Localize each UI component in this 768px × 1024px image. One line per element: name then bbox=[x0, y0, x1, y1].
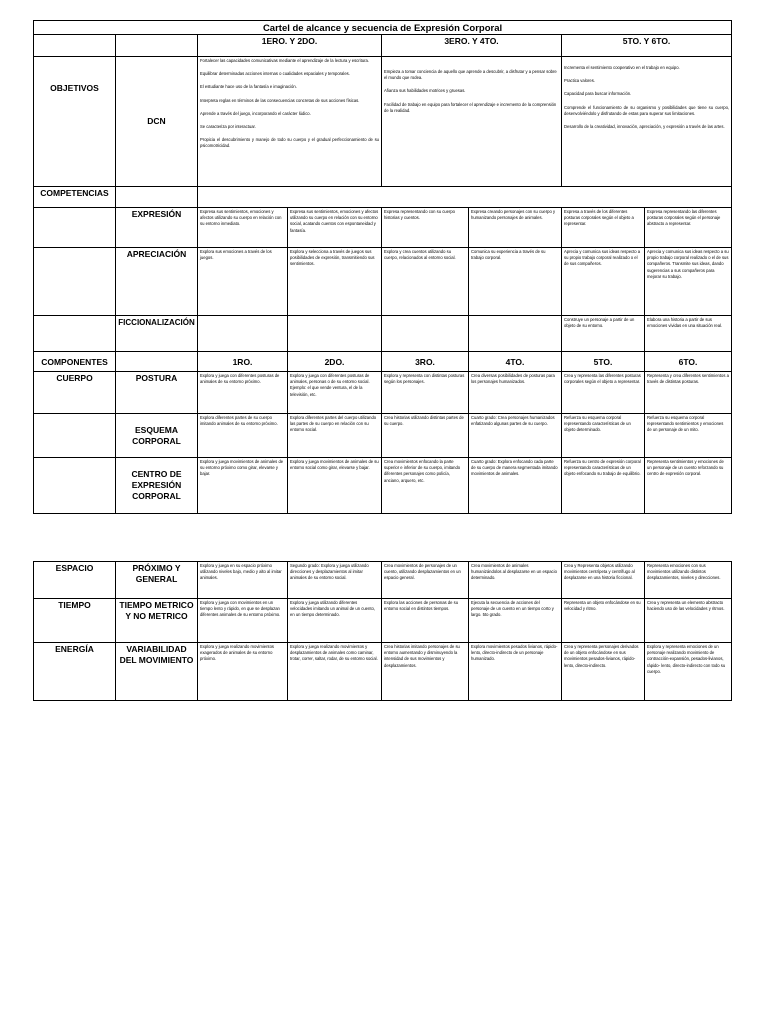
grade-header: 5TO. bbox=[562, 352, 645, 372]
table-cell: Comunica su experiencia a través de su trabajo corporal. bbox=[469, 248, 562, 316]
table-cell: Expresa a través de los diferentes posturas corporales según el objeto a representar. bbox=[562, 208, 645, 248]
row-label-cuerpo: CUERPO bbox=[34, 372, 116, 414]
scope-sequence-table bbox=[33, 20, 732, 514]
table-cell: Explora y juega con diferentes posturas de animales de su entorno próximo. bbox=[198, 372, 288, 414]
table-cell: Explora y selecciona a través de juegos sus posibilidades de expresión, transmitiendo sus sentimientos. bbox=[288, 248, 382, 316]
table-cell: Explora y juega realizando movimientos y desplazamientos de animales como caminar, trotar, correr, saltar, rodar, de su entorno social. bbox=[288, 643, 382, 701]
objectives-cell-5-6 bbox=[562, 57, 732, 187]
table-cell: Construye un personaje a partir de un objeto de su entorno. bbox=[562, 316, 645, 352]
table-cell: Crea y Representa objetos utilizando movimientos centrípeta y centrífugo al desplazarse en una historia ficcional. bbox=[562, 562, 645, 599]
objective-item: Aprende a través del juego, incorporando el carácter lúdico. bbox=[200, 110, 311, 116]
table-cell: Representa un objeto enfocándose en su velocidad y ritmo. bbox=[562, 599, 645, 643]
empty-cell bbox=[34, 414, 116, 458]
objective-item: Se caracteriza por interactuar. bbox=[200, 124, 256, 130]
empty-header-cell bbox=[116, 35, 198, 57]
table-cell: Explora diferentes partes de su cuerpo imitando animales de su entorno próximo. bbox=[198, 414, 288, 458]
objectives-cell-3-4 bbox=[382, 57, 562, 187]
row-label-competencias: COMPETENCIAS bbox=[34, 187, 116, 208]
table-cell: Explora movimientos pesados livianos, rápido- lento, directo-indirecto de un personaje humanizado. bbox=[469, 643, 562, 701]
row-label-tiempo: TIEMPO bbox=[34, 599, 116, 643]
empty-cell bbox=[116, 187, 198, 208]
table-cell: Explora y juega realizando movimientos exagerados de animales de su entorno próximo. bbox=[198, 643, 288, 701]
grade-header: 3RO. bbox=[382, 352, 469, 372]
table-cell: Explora y juega utilizando diferentes velocidades imitando un animal de un cuento, en un tiempo determinado. bbox=[288, 599, 382, 643]
table-cell: Crea y representa personajes derivados de un objeto enfocándose en sus movimientos pesados-livianos, rápido- lento, directo-indirecto. bbox=[562, 643, 645, 701]
table-cell bbox=[288, 316, 382, 352]
objective-item: Afianza sus habilidades motrices y gruesas. bbox=[384, 88, 466, 94]
table-cell: Aprecia y comunica sus ideas respecto a su propio trabajo corporal realizado o el de sus compañeros. Transmite sus ideas, dando sugerencias a sus compañeros para mejorar su trabajo. bbox=[645, 248, 732, 316]
grade-group-header: 3ERO. Y 4TO. bbox=[382, 35, 562, 57]
table-cell: Cuarto grado: Explora enfocando cada parte de su cuerpo de manera segmentada imitando movimientos de animales. bbox=[469, 458, 562, 514]
table-cell: Expresa sus sentimientos, emociones y afectos utilizando su cuerpo en relación con su entorno social, acatando cuentos con espontaneidad y fantasía. bbox=[288, 208, 382, 248]
table-cell: Explora y juega en su espacio próximo utilizando niveles bajo, medio y alto al imitar animales. bbox=[198, 562, 288, 599]
table-cell: Ejecuta la secuencia de acciones del personaje de un cuento en un tiempo corto y largo. 5to grado. bbox=[469, 599, 562, 643]
component-name: ESQUEMA CORPORAL bbox=[116, 414, 198, 458]
objective-item: Equilibrar determinadas acciones internas o cualidades espaciales y temporales. bbox=[200, 71, 350, 77]
table-cell: Crea diversas posibilidades de posturas para los personajes humanizados. bbox=[469, 372, 562, 414]
table-cell: Explora y crea cuentos utilizando su cuerpo, relacionados al entorno social. bbox=[382, 248, 469, 316]
table-cell: Explora las acciones de personas de su entorno social en distintos tiempos. bbox=[382, 599, 469, 643]
row-label-objetivos: OBJETIVOS bbox=[34, 57, 116, 187]
empty-cell bbox=[198, 187, 732, 208]
table-cell: Crea y representa las diferentes posturas corporales según el objeto a representar. bbox=[562, 372, 645, 414]
table-cell: Explora y representa con distintas posturas según los personajes. bbox=[382, 372, 469, 414]
table-cell: Representa emociones con sus movimientos utilizando distintos desplazamientos, niveles y direcciones. bbox=[645, 562, 732, 599]
objective-item: Capacidad para buscar información. bbox=[564, 91, 632, 97]
table-cell: Explora y juega movimientos de animales de su entorno social como girar, elevarse y bajar. bbox=[288, 458, 382, 514]
objective-item: Propicia el descubrimiento y manejo de todo su cuerpo y el gradual perfeccionamiento de su psicomotricidad. bbox=[200, 137, 379, 149]
objective-item: Fortalecer las capacidades comunicativas mediante el aprendizaje de la lectura y escritura. bbox=[200, 58, 369, 63]
table-cell: Elabora una historia a partir de sus emociones vividas en una situación real. bbox=[645, 316, 732, 352]
objective-item: Empieza a tomar conciencia de aquello que aprende a descubrir, a disfrutar y a pensar sobre el mundo que rodea. bbox=[384, 69, 557, 81]
table-cell: Expresa representando las diferentes posturas corporales según el personaje abstracto a representar. bbox=[645, 208, 732, 248]
table-cell: Crea movimientos de animales humanizándolos al desplazarse en un espacio determinado. bbox=[469, 562, 562, 599]
grade-group-header: 5TO. Y 6TO. bbox=[562, 35, 732, 57]
table-cell: Refuerza su esquema corporal representando características de un objeto determinado. bbox=[562, 414, 645, 458]
scope-sequence-table-continued bbox=[33, 561, 732, 701]
empty-cell bbox=[34, 316, 116, 352]
empty-cell bbox=[34, 248, 116, 316]
objective-item: Interpreta reglas en términos de las consecuencias concretas de sus acciones físicas. bbox=[200, 97, 360, 103]
table-cell: Segundo grado: Explora y juega utilizando direcciones y desplazamientos al imitar animales de su entorno social. bbox=[288, 562, 382, 599]
competence-name: APRECIACIÓN bbox=[116, 248, 198, 316]
table-cell: Explora diferentes partes del cuerpo utilizando las partes de su cuerpo en relación con su entorno social. bbox=[288, 414, 382, 458]
competence-name: FICCIONALIZACIÓN bbox=[116, 316, 198, 352]
empty-cell bbox=[34, 208, 116, 248]
table-cell: Representa sentimientos y emociones de un personaje de un cuento reforzando su centro de expresión corporal. bbox=[645, 458, 732, 514]
grade-header: 2DO. bbox=[288, 352, 382, 372]
table-cell: Expresa representando con su cuerpo historias y cuentos. bbox=[382, 208, 469, 248]
table-cell: Explora y representa emociones de un personaje realizando movimiento de contracción-expansión, pesados-livianos, rápido- lento, directo-indirecto con todo su cuerpo. bbox=[645, 643, 732, 701]
table-cell: Aprecia y comunica sus ideas respecto a su propio trabajo corporal realizado o el de sus compañeros. bbox=[562, 248, 645, 316]
row-label-componentes: COMPONENTES bbox=[34, 352, 116, 372]
component-name: PRÓXIMO Y GENERAL bbox=[116, 562, 198, 599]
objective-item: Incrementa el sentimiento cooperativo en el trabajo en equipo. bbox=[564, 65, 680, 70]
component-name: CENTRO DE EXPRESIÓN CORPORAL bbox=[116, 458, 198, 514]
table-cell: Crea movimientos de personajes de un cuento, utilizando desplazamientos en un espacio general. bbox=[382, 562, 469, 599]
table-cell: Crea y representa un elemento abstracto haciendo uso de las velocidades y ritmos. bbox=[645, 599, 732, 643]
table-cell: Refuerza su esquema corporal representando sentimientos y emociones de un personaje de un mito. bbox=[645, 414, 732, 458]
table-cell: Crea historias imitando personajes de su entorno aumentando y disminuyendo la intensidad de sus movimientos y desplazamientos. bbox=[382, 643, 469, 701]
objective-item: El estudiante hace uso de la fantasía e imaginación. bbox=[200, 84, 297, 90]
table-title: Cartel de alcance y secuencia de Expresión Corporal bbox=[34, 21, 732, 35]
objectives-cell-1-2 bbox=[198, 57, 382, 187]
table-cell: Expresa creando personajes con su cuerpo y humanizando personajes de animales. bbox=[469, 208, 562, 248]
component-name: TIEMPO METRICO Y NO METRICO bbox=[116, 599, 198, 643]
table-cell: Explora y juega movimientos de animales de su entorno próximo como girar, elevarse y bajar. bbox=[198, 458, 288, 514]
table-cell: Crea historias utilizando distintas partes de su cuerpo. bbox=[382, 414, 469, 458]
table-cell: Cuarto grado: Crea personajes humanizados enfatizando algunas partes de su cuerpo. bbox=[469, 414, 562, 458]
competence-name: EXPRESIÓN bbox=[116, 208, 198, 248]
row-label-energia: ENERGÍA bbox=[34, 643, 116, 701]
table-cell: Explora sus emociones a través de los juegos. bbox=[198, 248, 288, 316]
component-name: VARIABILIDAD DEL MOVIMIENTO bbox=[116, 643, 198, 701]
row-sublabel-dcn: DCN bbox=[116, 57, 198, 187]
table-cell: Refuerza su centro de expresión corporal representando características de un objeto enfocando su trabajo de equilibrio. bbox=[562, 458, 645, 514]
objective-item: Desarrollo de la creatividad, innovación, apreciación, y expresión a través de las artes. bbox=[564, 124, 725, 130]
component-name: POSTURA bbox=[116, 372, 198, 414]
empty-cell bbox=[34, 458, 116, 514]
objective-item: Practica valores. bbox=[564, 78, 595, 84]
table-cell: Explora y juega con movimientos en un tiempo lento y rápido, en que se desplazan diferentes animales de su entorno próximo. bbox=[198, 599, 288, 643]
table-cell: Explora y juega con diferentes posturas de animales, personas o de su entorno social. Ejemplo: el que vende ventura, el de la televisión, etc. bbox=[288, 372, 382, 414]
row-label-espacio: ESPACIO bbox=[34, 562, 116, 599]
objective-item: Facilidad de trabajo en equipo para fortalecer el aprendizaje e incremento de la comprensión de la realidad. bbox=[384, 101, 557, 113]
empty-cell bbox=[116, 352, 198, 372]
table-cell: Expresa sus sentimientos, emociones y afectos utilizando su cuerpo en relación con su entorno inmediato. bbox=[198, 208, 288, 248]
grade-header: 6TO. bbox=[645, 352, 732, 372]
table-cell bbox=[198, 316, 288, 352]
table-cell bbox=[469, 316, 562, 352]
empty-header-cell bbox=[34, 35, 116, 57]
table-cell bbox=[382, 316, 469, 352]
objective-item: Comprende el funcionamiento de su organismo y posibilidades que tiene su cuerpo, desenvolviéndolo y disfrutando de estas para superar sus limitaciones. bbox=[564, 104, 730, 116]
table-cell: Representa y crea diferentes sentimientos a través de distintas posturas. bbox=[645, 372, 732, 414]
grade-group-header: 1ERO. Y 2DO. bbox=[198, 35, 382, 57]
table-cell: Crea movimientos enfocando la parte superior e inferior de su cuerpo, imitando diferentes personajes como policía, anciano, arquero, etc. bbox=[382, 458, 469, 514]
grade-header: 4TO. bbox=[469, 352, 562, 372]
grade-header: 1RO. bbox=[198, 352, 288, 372]
